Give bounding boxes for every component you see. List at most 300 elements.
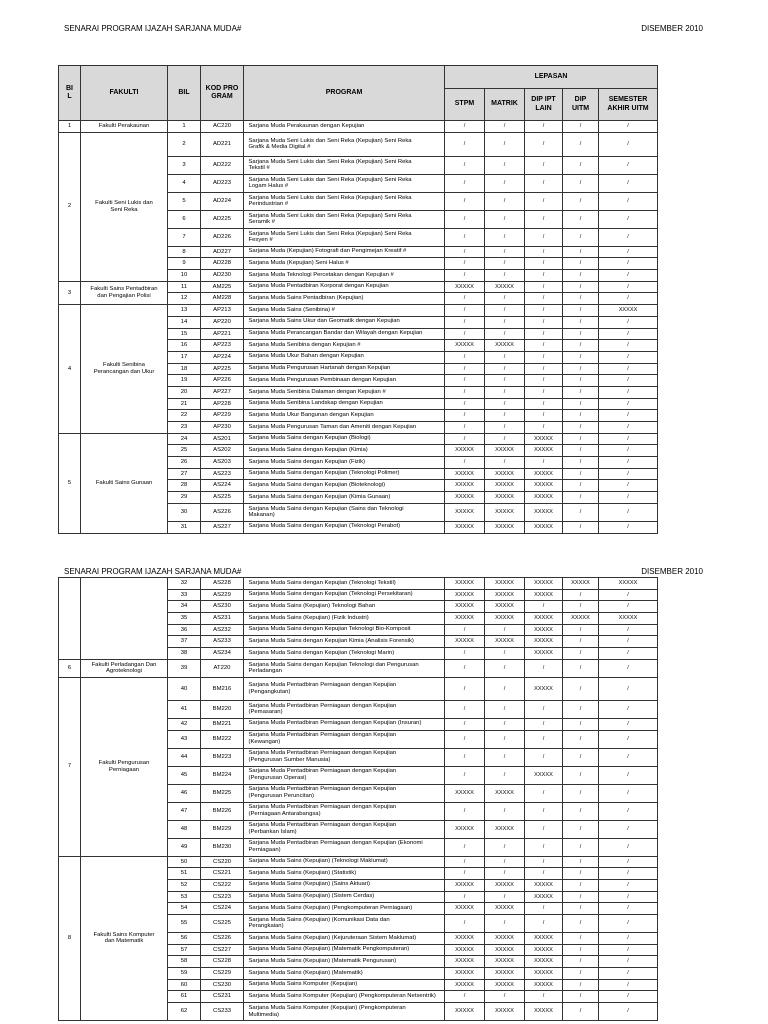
header-dip-ipt-lain: DIP IPT LAIN — [525, 89, 563, 121]
lepasan-semester-akhir-uitm: / — [599, 802, 658, 820]
lepasan-semester-akhir-uitm: / — [599, 375, 658, 387]
lepasan-matrik: / — [485, 891, 525, 903]
lepasan-dip-ipt-lain: XXXXX — [525, 968, 563, 980]
program-cell — [244, 210, 445, 228]
program-cell — [244, 174, 445, 192]
program-number: 22 — [168, 410, 201, 422]
program-cell — [244, 433, 445, 445]
program-code: AS234 — [201, 648, 244, 660]
program-cell — [244, 422, 445, 434]
lepasan-stpm: / — [445, 174, 485, 192]
program-name: Sarjana Muda Sains (Kepujian) (Matematik Pengurusan) — [248, 957, 397, 964]
program-code: AP224 — [201, 351, 244, 363]
lepasan-dip-uitm: / — [563, 1003, 599, 1021]
lepasan-semester-akhir-uitm: / — [599, 174, 658, 192]
program-cell — [244, 718, 445, 730]
program-name: Sarjana Muda Seni Lukis dan Seni Reka (Kepujian) Seni Reka Tekstil # — [248, 158, 412, 172]
faculty-name: Fakulti Senibina Perancangan dan Ukur — [81, 305, 168, 434]
lepasan-matrik: / — [485, 748, 525, 766]
lepasan-semester-akhir-uitm: / — [599, 258, 658, 270]
lepasan-matrik: / — [485, 410, 525, 422]
lepasan-dip-ipt-lain: / — [525, 730, 563, 748]
program-number: 25 — [168, 445, 201, 457]
lepasan-dip-uitm: / — [563, 748, 599, 766]
lepasan-dip-ipt-lain: / — [525, 784, 563, 802]
table-body — [59, 121, 658, 534]
lepasan-dip-uitm: / — [563, 956, 599, 968]
lepasan-dip-uitm: / — [563, 589, 599, 601]
lepasan-matrik: / — [485, 351, 525, 363]
lepasan-dip-ipt-lain: XXXXX — [525, 956, 563, 968]
lepasan-semester-akhir-uitm: / — [599, 281, 658, 293]
lepasan-semester-akhir-uitm: / — [599, 979, 658, 991]
program-name: Sarjana Muda (Kepujian) Seni Halus # — [248, 259, 349, 266]
lepasan-matrik: / — [485, 398, 525, 410]
program-number: 37 — [168, 636, 201, 648]
lepasan-semester-akhir-uitm: / — [599, 503, 658, 521]
lepasan-dip-ipt-lain: / — [525, 121, 563, 133]
lepasan-dip-uitm: / — [563, 156, 599, 174]
lepasan-dip-ipt-lain: XXXXX — [525, 613, 563, 625]
program-cell — [244, 589, 445, 601]
lepasan-stpm: XXXXX — [445, 1003, 485, 1021]
program-code: AS231 — [201, 613, 244, 625]
lepasan-semester-akhir-uitm: / — [599, 492, 658, 504]
lepasan-dip-uitm: / — [563, 293, 599, 305]
lepasan-matrik: XXXXX — [485, 956, 525, 968]
lepasan-semester-akhir-uitm: XXXXX — [599, 305, 658, 317]
lepasan-dip-uitm: / — [563, 121, 599, 133]
program-number: 27 — [168, 468, 201, 480]
program-number: 29 — [168, 492, 201, 504]
lepasan-dip-uitm: / — [563, 398, 599, 410]
lepasan-semester-akhir-uitm: / — [599, 903, 658, 915]
lepasan-dip-uitm: / — [563, 521, 599, 533]
faculty-number: 1 — [59, 121, 81, 133]
lepasan-stpm: / — [445, 766, 485, 784]
lepasan-dip-ipt-lain: / — [525, 375, 563, 387]
program-name: Sarjana Muda Sains (Kepujian) (Statistik) — [248, 869, 357, 876]
lepasan-dip-uitm: / — [563, 246, 599, 258]
program-code: CS229 — [201, 968, 244, 980]
program-cell — [244, 480, 445, 492]
lepasan-stpm: / — [445, 718, 485, 730]
table-body — [59, 578, 658, 1021]
program-name: Sarjana Muda Sains dengan Kepujian (Teknologi Persekitaran) — [248, 591, 413, 598]
lepasan-stpm: / — [445, 868, 485, 880]
faculty-number: 3 — [59, 281, 81, 304]
table-row — [59, 281, 658, 293]
program-name: Sarjana Muda Seni Lukis dan Seni Reka (Kepujian) Seni Reka Perindustrian # — [248, 194, 412, 208]
program-cell — [244, 281, 445, 293]
program-cell — [244, 624, 445, 636]
program-cell — [244, 316, 445, 328]
lepasan-dip-ipt-lain: / — [525, 718, 563, 730]
lepasan-dip-uitm: / — [563, 375, 599, 387]
program-cell — [244, 838, 445, 856]
program-code: CS231 — [201, 991, 244, 1003]
lepasan-dip-uitm: / — [563, 991, 599, 1003]
lepasan-semester-akhir-uitm: / — [599, 914, 658, 932]
lepasan-dip-uitm: / — [563, 174, 599, 192]
program-number: 2 — [168, 132, 201, 156]
lepasan-matrik: / — [485, 132, 525, 156]
program-cell — [244, 375, 445, 387]
program-code: CS224 — [201, 903, 244, 915]
lepasan-semester-akhir-uitm: / — [599, 677, 658, 700]
lepasan-matrik: / — [485, 991, 525, 1003]
lepasan-stpm: / — [445, 730, 485, 748]
lepasan-stpm: / — [445, 457, 485, 469]
program-code: AT220 — [201, 659, 244, 677]
program-name: Sarjana Muda Sains dengan Kepujian (Sains dan Teknologi Makanan) — [248, 505, 404, 519]
lepasan-matrik: / — [485, 648, 525, 660]
program-cell — [244, 914, 445, 932]
program-number: 43 — [168, 730, 201, 748]
lepasan-stpm: XXXXX — [445, 879, 485, 891]
program-code: BM220 — [201, 700, 244, 718]
lepasan-semester-akhir-uitm: / — [599, 433, 658, 445]
program-cell — [244, 340, 445, 352]
lepasan-stpm: / — [445, 700, 485, 718]
lepasan-stpm: / — [445, 363, 485, 375]
lepasan-stpm: XXXXX — [445, 589, 485, 601]
program-name: Sarjana Muda Pengurusan Taman dan Ameniti dengan Kepujian — [248, 423, 417, 430]
lepasan-dip-uitm: / — [563, 700, 599, 718]
faculty-number: 7 — [59, 677, 81, 856]
program-code: AS202 — [201, 445, 244, 457]
lepasan-semester-akhir-uitm: XXXXX — [599, 613, 658, 625]
lepasan-semester-akhir-uitm: / — [599, 766, 658, 784]
lepasan-matrik: / — [485, 192, 525, 210]
program-cell — [244, 903, 445, 915]
program-number: 35 — [168, 613, 201, 625]
lepasan-stpm: / — [445, 838, 485, 856]
lepasan-stpm: / — [445, 156, 485, 174]
lepasan-dip-uitm: / — [563, 636, 599, 648]
program-number: 31 — [168, 521, 201, 533]
faculty-name: Fakulti Sains Pentadbiran dan Pengajian Polisi — [81, 281, 168, 304]
table-row — [59, 677, 658, 700]
faculty-name: Fakulti Perladangan Dan Agroteknologi — [81, 659, 168, 677]
program-code: AD222 — [201, 156, 244, 174]
faculty-number — [59, 578, 81, 660]
lepasan-matrik: XXXXX — [485, 979, 525, 991]
program-name: Sarjana Muda Sains dengan Kepujian (Fizik) — [248, 458, 366, 465]
lepasan-matrik: / — [485, 228, 525, 246]
lepasan-dip-uitm: / — [563, 270, 599, 282]
program-number: 1 — [168, 121, 201, 133]
program-cell — [244, 802, 445, 820]
lepasan-dip-uitm: / — [563, 328, 599, 340]
program-cell — [244, 328, 445, 340]
program-name: Sarjana Muda Pentadbiran Perniagaan dengan Kepujian (Pengangkutan) — [248, 682, 397, 695]
lepasan-dip-ipt-lain: / — [525, 457, 563, 469]
program-name: Sarjana Muda Pentadbiran Perniagaan dengan Kepujian (Insuran) — [248, 720, 422, 727]
program-cell — [244, 932, 445, 944]
program-name: Sarjana Muda Pengurusan Pembinaan dengan Kepujian — [248, 376, 396, 383]
lepasan-dip-ipt-lain: XXXXX — [525, 932, 563, 944]
program-number: 39 — [168, 659, 201, 677]
lepasan-matrik: / — [485, 375, 525, 387]
faculty-name: Fakulti Seni Lukis dan Seni Reka — [81, 132, 168, 281]
program-cell — [244, 386, 445, 398]
program-code: BM221 — [201, 718, 244, 730]
lepasan-dip-ipt-lain: XXXXX — [525, 648, 563, 660]
program-name: Sarjana Muda Sains Komputer (Kepujian) (Pengkomputeran Multimedia) — [248, 1004, 406, 1018]
program-table-page-1 — [58, 65, 658, 534]
document-date: DISEMBER 2010 — [641, 24, 703, 33]
program-name: Sarjana Muda Teknologi Percetakan dengan Kepujian # — [248, 271, 394, 278]
faculty-name: Fakulti Sains Komputer dan Matematik — [81, 856, 168, 1021]
lepasan-matrik: / — [485, 386, 525, 398]
faculty-number: 6 — [59, 659, 81, 677]
lepasan-dip-uitm: / — [563, 820, 599, 838]
program-name: Sarjana Muda Sains dengan Kepujian (Teknologi Perabot) — [248, 523, 401, 530]
program-name: Sarjana Muda Sains (Kepujian) (Pengkomputeran Perniagaan) — [248, 904, 413, 911]
lepasan-dip-uitm: / — [563, 659, 599, 677]
program-name: Sarjana Muda Sains (Kepujian) (Fizik Industri) — [248, 614, 369, 621]
lepasan-semester-akhir-uitm: / — [599, 246, 658, 258]
lepasan-dip-uitm: / — [563, 503, 599, 521]
program-number: 34 — [168, 601, 201, 613]
program-number: 28 — [168, 480, 201, 492]
lepasan-stpm: XXXXX — [445, 281, 485, 293]
lepasan-dip-uitm: / — [563, 281, 599, 293]
program-number: 55 — [168, 914, 201, 932]
table-row — [59, 132, 658, 156]
program-name: Sarjana Muda Perancangan Bandar dan Wilayah dengan Kepujian — [248, 330, 423, 337]
lepasan-matrik: / — [485, 856, 525, 868]
program-cell — [244, 363, 445, 375]
lepasan-dip-ipt-lain: / — [525, 422, 563, 434]
lepasan-dip-ipt-lain: XXXXX — [525, 589, 563, 601]
program-code: AP225 — [201, 363, 244, 375]
lepasan-matrik: / — [485, 270, 525, 282]
lepasan-semester-akhir-uitm: / — [599, 956, 658, 968]
program-name: Sarjana Muda Pentadbiran Perniagaan dengan Kepujian (Perbankan Islam) — [248, 822, 397, 835]
lepasan-stpm: / — [445, 991, 485, 1003]
program-cell — [244, 1003, 445, 1021]
program-name: Sarjana Muda Pentadbiran Perniagaan dengan Kepujian (Pengurusan Peruncitan) — [248, 786, 397, 799]
lepasan-dip-ipt-lain: XXXXX — [525, 521, 563, 533]
program-name: Sarjana Muda Sains dengan Kepujian (Kimia) — [248, 446, 368, 453]
table-row — [59, 121, 658, 133]
lepasan-dip-uitm: / — [563, 351, 599, 363]
program-cell — [244, 601, 445, 613]
program-name: Sarjana Muda Pentadbiran Perniagaan dengan Kepujian (Ekonomi Perniagaan) — [248, 840, 423, 853]
lepasan-semester-akhir-uitm: / — [599, 410, 658, 422]
lepasan-matrik: / — [485, 316, 525, 328]
lepasan-dip-uitm: / — [563, 305, 599, 317]
program-number: 21 — [168, 398, 201, 410]
program-cell — [244, 121, 445, 133]
lepasan-stpm: / — [445, 132, 485, 156]
program-number: 26 — [168, 457, 201, 469]
program-cell — [244, 293, 445, 305]
document-title: SENARAI PROGRAM IJAZAH SARJANA MUDA# — [64, 567, 242, 576]
program-number: 17 — [168, 351, 201, 363]
lepasan-matrik: XXXXX — [485, 445, 525, 457]
program-code: AP228 — [201, 398, 244, 410]
lepasan-semester-akhir-uitm: / — [599, 991, 658, 1003]
lepasan-dip-ipt-lain: / — [525, 820, 563, 838]
program-number: 48 — [168, 820, 201, 838]
lepasan-dip-ipt-lain: / — [525, 838, 563, 856]
program-code: AS223 — [201, 468, 244, 480]
lepasan-dip-ipt-lain: / — [525, 386, 563, 398]
lepasan-matrik: / — [485, 868, 525, 880]
lepasan-semester-akhir-uitm: / — [599, 784, 658, 802]
lepasan-dip-uitm: / — [563, 718, 599, 730]
program-number: 59 — [168, 968, 201, 980]
lepasan-matrik: / — [485, 328, 525, 340]
lepasan-matrik: / — [485, 363, 525, 375]
lepasan-stpm: XXXXX — [445, 492, 485, 504]
lepasan-stpm: / — [445, 748, 485, 766]
lepasan-stpm: XXXXX — [445, 601, 485, 613]
lepasan-dip-uitm: / — [563, 730, 599, 748]
program-code: BM230 — [201, 838, 244, 856]
program-name: Sarjana Muda Seni Lukis dan Seni Reka (Kepujian) Seni Reka Fesyen # — [248, 230, 412, 244]
lepasan-matrik: / — [485, 914, 525, 932]
header-program: PROGRAM — [244, 66, 445, 121]
lepasan-matrik: XXXXX — [485, 879, 525, 891]
lepasan-stpm: / — [445, 192, 485, 210]
lepasan-stpm: / — [445, 648, 485, 660]
lepasan-stpm: / — [445, 433, 485, 445]
lepasan-stpm: / — [445, 624, 485, 636]
program-name: Sarjana Muda Seni Lukis dan Seni Reka (Kepujian) Seni Reka Seramik # — [248, 212, 412, 226]
lepasan-semester-akhir-uitm: / — [599, 838, 658, 856]
lepasan-dip-ipt-lain: / — [525, 700, 563, 718]
program-name: Sarjana Muda Sains dengan Kepujian Teknologi Bio-Komposit — [248, 626, 411, 633]
program-number: 46 — [168, 784, 201, 802]
lepasan-semester-akhir-uitm: / — [599, 156, 658, 174]
lepasan-stpm: / — [445, 121, 485, 133]
lepasan-semester-akhir-uitm: / — [599, 648, 658, 660]
lepasan-stpm: / — [445, 258, 485, 270]
table-header — [59, 66, 658, 121]
program-number: 44 — [168, 748, 201, 766]
document-date: DISEMBER 2010 — [641, 567, 703, 576]
lepasan-stpm: / — [445, 305, 485, 317]
program-number: 40 — [168, 677, 201, 700]
lepasan-stpm: / — [445, 398, 485, 410]
lepasan-semester-akhir-uitm: / — [599, 968, 658, 980]
lepasan-dip-ipt-lain: XXXXX — [525, 1003, 563, 1021]
lepasan-dip-ipt-lain: XXXXX — [525, 468, 563, 480]
lepasan-dip-ipt-lain: XXXXX — [525, 944, 563, 956]
program-name: Sarjana Muda Seni Lukis dan Seni Reka (Kepujian) Seni Reka Grafik & Media Digital # — [248, 137, 412, 151]
program-cell — [244, 856, 445, 868]
program-name: Sarjana Muda (Kepujian) Fotografi dan Pengimejan Kreatif # — [248, 248, 407, 255]
header-dip-uitm: DIP UITM — [563, 89, 599, 121]
program-number: 8 — [168, 246, 201, 258]
lepasan-stpm: / — [445, 351, 485, 363]
lepasan-dip-ipt-lain: / — [525, 601, 563, 613]
lepasan-dip-uitm: / — [563, 891, 599, 903]
program-number: 3 — [168, 156, 201, 174]
lepasan-semester-akhir-uitm: / — [599, 293, 658, 305]
program-code: AS228 — [201, 578, 244, 590]
program-name: Sarjana Muda Sains Ukur dan Geomatik dengan Kepujian — [248, 318, 400, 325]
lepasan-dip-ipt-lain: XXXXX — [525, 891, 563, 903]
program-code: BM225 — [201, 784, 244, 802]
program-cell — [244, 503, 445, 521]
program-number: 15 — [168, 328, 201, 340]
program-name: Sarjana Muda Sains (Kepujian) (Sistem Cerdas) — [248, 893, 375, 900]
lepasan-dip-uitm: / — [563, 132, 599, 156]
lepasan-dip-ipt-lain: / — [525, 258, 563, 270]
lepasan-matrik: XXXXX — [485, 636, 525, 648]
lepasan-dip-uitm: / — [563, 445, 599, 457]
program-code: AP230 — [201, 422, 244, 434]
lepasan-stpm: XXXXX — [445, 578, 485, 590]
lepasan-matrik: / — [485, 457, 525, 469]
lepasan-matrik: XXXXX — [485, 589, 525, 601]
lepasan-dip-uitm: / — [563, 677, 599, 700]
lepasan-stpm: XXXXX — [445, 445, 485, 457]
program-number: 16 — [168, 340, 201, 352]
lepasan-dip-ipt-lain: / — [525, 132, 563, 156]
lepasan-stpm: XXXXX — [445, 979, 485, 991]
lepasan-semester-akhir-uitm: / — [599, 932, 658, 944]
program-cell — [244, 659, 445, 677]
lepasan-dip-ipt-lain: / — [525, 991, 563, 1003]
program-number: 41 — [168, 700, 201, 718]
lepasan-dip-uitm: / — [563, 784, 599, 802]
lepasan-stpm: / — [445, 293, 485, 305]
lepasan-dip-ipt-lain: XXXXX — [525, 480, 563, 492]
lepasan-matrik: / — [485, 121, 525, 133]
lepasan-semester-akhir-uitm: / — [599, 856, 658, 868]
program-number: 9 — [168, 258, 201, 270]
lepasan-stpm: / — [445, 891, 485, 903]
program-code: CS226 — [201, 932, 244, 944]
program-cell — [244, 944, 445, 956]
program-number: 56 — [168, 932, 201, 944]
program-code: AC220 — [201, 121, 244, 133]
lepasan-stpm: XXXXX — [445, 956, 485, 968]
lepasan-dip-ipt-lain: / — [525, 340, 563, 352]
lepasan-stpm: XXXXX — [445, 340, 485, 352]
table-row — [59, 305, 658, 317]
lepasan-semester-akhir-uitm: / — [599, 624, 658, 636]
lepasan-semester-akhir-uitm: / — [599, 398, 658, 410]
program-code: BM223 — [201, 748, 244, 766]
lepasan-dip-ipt-lain: / — [525, 410, 563, 422]
program-code: AD225 — [201, 210, 244, 228]
program-cell — [244, 192, 445, 210]
lepasan-dip-ipt-lain: / — [525, 293, 563, 305]
lepasan-dip-uitm: / — [563, 492, 599, 504]
program-name: Sarjana Muda Sains dengan Kepujian Teknologi dan Pengurusan Perladangan — [248, 661, 419, 675]
lepasan-semester-akhir-uitm: / — [599, 210, 658, 228]
lepasan-dip-uitm: XXXXX — [563, 613, 599, 625]
program-number: 4 — [168, 174, 201, 192]
lepasan-semester-akhir-uitm: / — [599, 636, 658, 648]
lepasan-matrik: / — [485, 700, 525, 718]
program-name: Sarjana Muda Sains dengan Kepujian (Teknologi Marin) — [248, 649, 395, 656]
lepasan-semester-akhir-uitm: / — [599, 659, 658, 677]
lepasan-dip-uitm: / — [563, 228, 599, 246]
program-code: AS229 — [201, 589, 244, 601]
lepasan-dip-uitm: / — [563, 979, 599, 991]
faculty-number: 2 — [59, 132, 81, 281]
program-cell — [244, 457, 445, 469]
program-code: AM228 — [201, 293, 244, 305]
